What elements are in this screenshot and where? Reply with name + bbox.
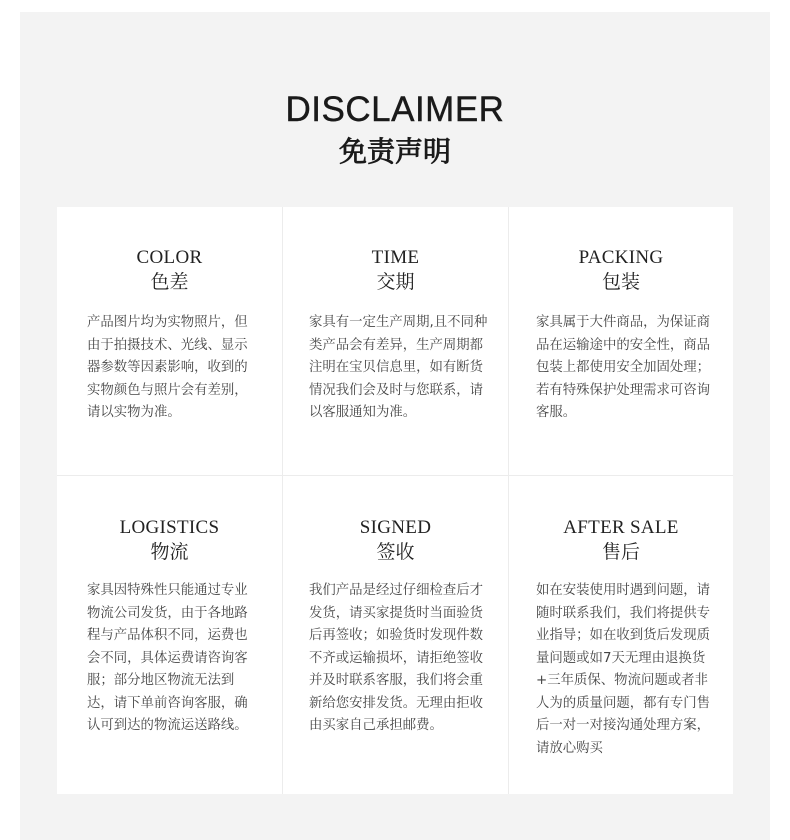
card-description: 家具有一定生产周期,且不同种类产品会有差异，生产周期都注明在宝贝信息里，如有断货情况我们会及时与您联系，请以客服通知为准。 (309, 315, 488, 420)
card-logistics (57, 475, 282, 794)
card-label-cn: 交期 (376, 271, 415, 293)
card-color (57, 207, 282, 475)
card-label-en: PACKING (578, 247, 664, 268)
card-label-cn: 包装 (601, 271, 640, 293)
card-after-sale (508, 475, 733, 794)
disclaimer-grid (57, 207, 733, 794)
card-description: 产品图片均为实物照片，但由于拍摄技术、光线、显示器参数等因素影响，收到的实物颜色与照片会有差别，请以实物为准。 (87, 315, 248, 420)
card-label-cn: 售后 (601, 541, 640, 563)
card-label-en: AFTER SALE (563, 517, 679, 538)
card-label-cn: 物流 (150, 541, 189, 563)
card-label-cn: 色差 (150, 271, 189, 293)
card-label-cn: 签收 (376, 541, 415, 563)
page-title-cn: 免责声明 (338, 135, 451, 168)
card-label-en: SIGNED (359, 517, 432, 538)
card-description: 家具因特殊性只能通过专业物流公司发货，由于各地路程与产品体积不同，运费也会不同，具体运费请咨询客服；部分地区物流无法到达，请下单前咨询客服，确认可到达的物流运送路线。 (87, 583, 248, 733)
card-label-en: LOGISTICS (119, 517, 220, 538)
card-description: 我们产品是经过仔细检查后才发货，请买家提货时当面验货后再签收；如验货时发现件数不齐或运输损坏，请拒绝签收并及时联系客服，我们将会重新给您安排发货。无理由拒收由买家自己承担邮费。 (309, 583, 484, 733)
card-description: 家具属于大件商品，为保证商品在运输途中的安全性，商品包装上都使用安全加固处理；若有特殊保护处理需求可咨询客服。 (536, 315, 711, 420)
card-time (282, 207, 508, 475)
card-signed (282, 475, 508, 794)
disclaimer-panel (20, 12, 770, 840)
card-label-en: TIME (371, 247, 420, 268)
header (20, 90, 770, 172)
card-description: 如在安装使用时遇到问题，请随时联系我们，我们将提供专业指导；如在收到货后发现质量问题或如7天无理由退换货+三年质保、物流问题或者非人为的质量问题，都有专门售后一对一对接沟通处理方案，请放心购买 (536, 583, 711, 756)
page-title-en: DISCLAIMER (285, 90, 505, 129)
card-packing (508, 207, 733, 475)
card-label-en: COLOR (136, 247, 203, 268)
